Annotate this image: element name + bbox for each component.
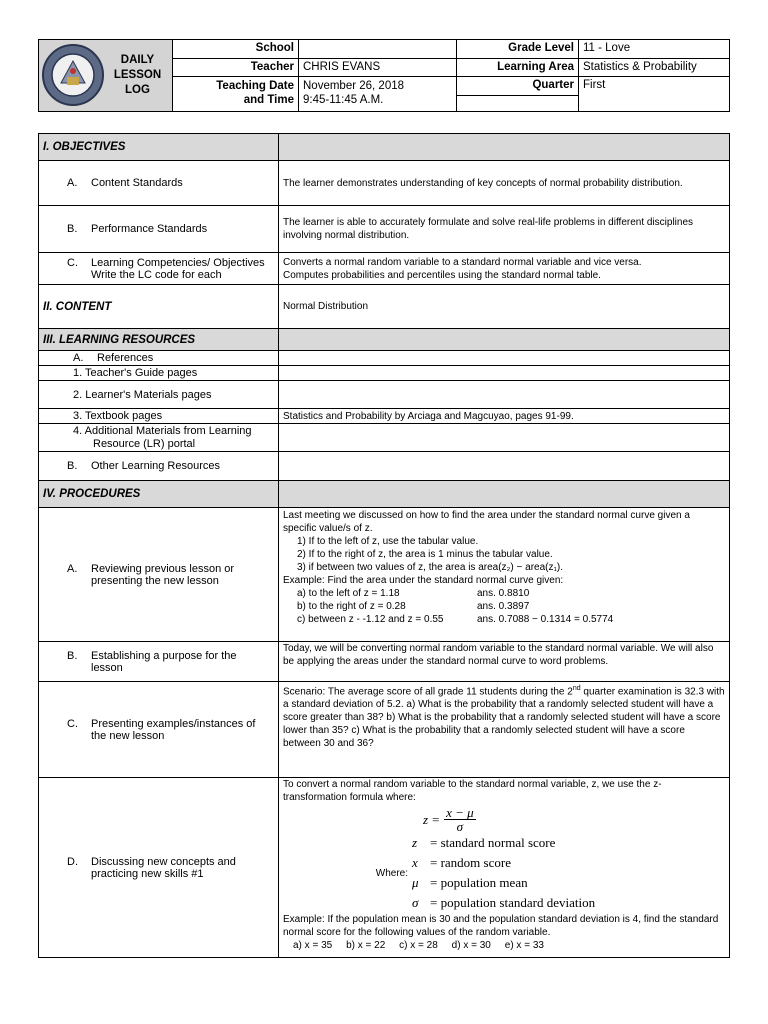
procedures-heading-blank xyxy=(279,481,730,508)
grade-level-label: Grade Level xyxy=(457,40,579,59)
objectives-heading-blank xyxy=(279,134,730,161)
teacher-label: Teacher xyxy=(173,58,299,77)
formula-definitions: z = standard normal score x = random score μ = population mean σ = population standard deviation xyxy=(412,835,596,910)
grade-level-value: 11 - Love xyxy=(579,40,730,59)
header-table xyxy=(38,39,730,112)
content-heading: II. CONTENT xyxy=(39,285,279,329)
quarter-label: Quarter xyxy=(457,77,579,96)
content-value: Normal Distribution xyxy=(279,285,730,329)
logo-cell xyxy=(39,40,173,112)
z-formula: z = $\frac{x - \mu}{\sigma}$ xyxy=(423,805,474,834)
quarter-value: First xyxy=(579,77,730,112)
learners-materials-value xyxy=(279,381,730,409)
establishing-purpose-label: B. Establishing a purpose for the lesson xyxy=(39,642,279,682)
performance-standards-value: The learner is able to accurately formulate and solve real-life problems in different disciplines involving normal distribution. xyxy=(279,206,730,253)
teachers-guide-label: 1. Teacher's Guide pages xyxy=(39,366,279,381)
reviewing-lesson-label: A. Reviewing previous lesson or presenting the new lesson xyxy=(39,508,279,642)
procedures-heading: IV. PROCEDURES xyxy=(39,481,279,508)
performance-standards-label: B. Performance Standards xyxy=(39,206,279,253)
content-standards-label: A. Content Standards xyxy=(39,161,279,206)
teaching-date-label: Teaching Date and Time xyxy=(173,77,299,112)
where-label: Where: xyxy=(375,867,408,879)
lesson-log-table xyxy=(38,133,730,958)
learners-materials-label: 2. Learner's Materials pages xyxy=(39,381,279,409)
quarter-spacer xyxy=(457,95,579,111)
textbook-pages-value: Statistics and Probability by Arciaga and Magcuyao, pages 91-99. xyxy=(279,409,730,424)
additional-materials-label: 4. Additional Materials from Learning Resource (LR) portal xyxy=(39,424,279,452)
discussing-concepts-label: D. Discussing new concepts and practicing new skills #1 xyxy=(39,778,279,958)
teaching-date-value: November 26, 2018 9:45-11:45 A.M. xyxy=(299,77,457,112)
presenting-examples-label: C. Presenting examples/instances of the new lesson xyxy=(39,682,279,778)
school-value xyxy=(299,40,457,59)
deped-seal-icon xyxy=(41,43,105,107)
establishing-purpose-value: Today, we will be converting normal random variable to the standard normal variable. We will also be applying the areas under the standard normal curve to word problems. xyxy=(279,642,730,682)
additional-materials-value xyxy=(279,424,730,452)
other-resources-label: B. Other Learning Resources xyxy=(39,452,279,481)
teacher-value: CHRIS EVANS xyxy=(299,58,457,77)
learning-resources-heading-blank xyxy=(279,329,730,351)
objectives-heading: I. OBJECTIVES xyxy=(39,134,279,161)
textbook-pages-label: 3. Textbook pages xyxy=(39,409,279,424)
discussing-concepts-value: To convert a normal random variable to the standard normal variable, z, we use the z-transformation formula where: z = $\frac{x - \mu}{\sigma}$ Where: z = standard normal score x = random score μ = population mean σ = population standard deviation Example: If the population mean is 30 and the population standard deviation is 4, find the standard normal score for the following values of the random variable. a) x = 35 b) x = 22 c) x = 28 d) x = 30 e) x = 33 xyxy=(279,778,730,958)
learning-competencies-label: C. Learning Competencies/ Objectives Write the LC code for each xyxy=(39,253,279,285)
references-label: A. References xyxy=(39,351,279,366)
other-resources-value xyxy=(279,452,730,481)
content-standards-value: The learner demonstrates understanding of key concepts of normal probability distribution. xyxy=(279,161,730,206)
teachers-guide-value xyxy=(279,366,730,381)
learning-competencies-value: Converts a normal random variable to a standard normal variable and vice versa. Computes probabilities and percentiles using the standard normal table. xyxy=(279,253,730,285)
school-label: School xyxy=(173,40,299,59)
learning-area-label: Learning Area xyxy=(457,58,579,77)
daily-lesson-log-title: DAILY LESSON LOG xyxy=(113,53,162,96)
presenting-examples-value: Scenario: The average score of all grade 11 students during the 2nd quarter examination is 32.3 with a standard deviation of 5.2. a) What is the probability that a randomly selected student will have a score greater than 38? b) What is the probability that a randomly selected student will have a score lower than 35? c) What is the probability that a randomly selected student will have a score between 30 and 36? xyxy=(279,682,730,778)
learning-area-value: Statistics & Probability xyxy=(579,58,730,77)
reviewing-lesson-value: Last meeting we discussed on how to find the area under the standard normal curve given a specific value/s of z. 1) If to the left of z, use the tabular value. 2) If to the right of z, the area is 1 minus the tabular value. 3) if between two values of z, the area is area(z₂) − area(z₁). Example: Find the area under the standard normal curve given: a) to the left of z = 1.18 ans. 0.8810 b) to the right of z = 0.28 ans. 0.3897 c) between z - -1.12 and z = 0.55 ans. 0.7088 − 0.1314 = 0.5774 xyxy=(279,508,730,642)
references-value xyxy=(279,351,730,366)
learning-resources-heading: III. LEARNING RESOURCES xyxy=(39,329,279,351)
